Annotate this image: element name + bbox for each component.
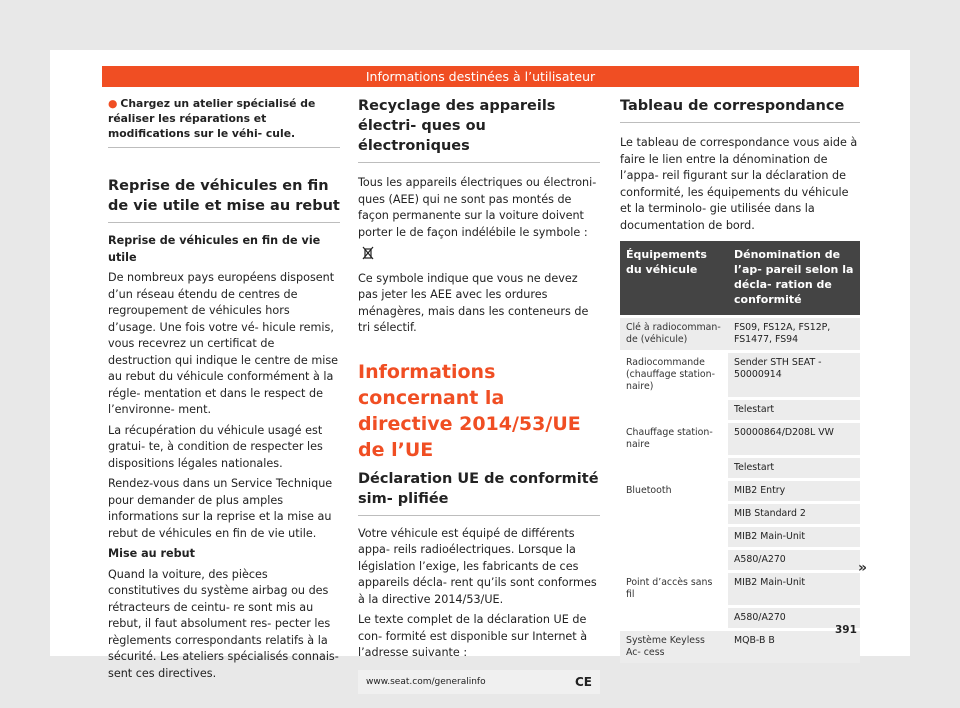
table-cell-equipment <box>620 504 728 524</box>
paragraph: Le texte complet de la déclaration UE de con- formité est disponible sur Internet à l’adresse suivante : <box>358 613 588 659</box>
table-cell-denomination: MIB2 Main-Unit <box>728 527 860 547</box>
paragraph: La récupération du véhicule usagé est gratui- te, à condition de respecter les dispositions légales nationales. <box>108 423 323 470</box>
table-cell-equipment: Clé à radiocomman- de (véhicule) <box>620 318 728 350</box>
table-cell-denomination: MIB2 Main-Unit <box>728 573 860 605</box>
table-row <box>620 458 860 478</box>
table-row <box>620 481 860 501</box>
table-cell-denomination: 50000864/D208L VW <box>728 423 860 455</box>
paragraph: Ce symbole indique que vous ne devez pas jeter les AEE avec les ordures ménagères, mais dans les conteneurs de tri sélectif. <box>358 271 589 334</box>
table-cell-equipment: Chauffage station- naire <box>620 423 728 455</box>
paragraph: Votre véhicule est équipé de différents appa- reils radioélectriques. Lorsque la législation l’exige, les fabricants de ces appareils décla- rent qu’ils sont conformes à la directive 2014/53/UE. <box>358 526 597 606</box>
warning-bullet <box>108 96 340 148</box>
table-cell-equipment: Bluetooth <box>620 481 728 501</box>
table-row <box>620 318 860 350</box>
table-row <box>620 608 860 628</box>
url-box <box>358 670 600 694</box>
table-row <box>620 550 860 570</box>
table-row <box>620 400 860 420</box>
ce-mark-icon: CE <box>574 674 592 689</box>
paragraph: Tous les appareils électriques ou électroni- ques (AEE) qui ne sont pas montés de façon permanente sur la voiture doivent porter le de façon indélébile le symbole : <box>358 176 597 239</box>
section-heading-recyclage: Recyclage des appareils électri- ques ou électroniques <box>358 96 600 163</box>
table-row <box>620 423 860 455</box>
table-cell-denomination: Sender STH SEAT - 50000914 <box>728 353 860 397</box>
table-row <box>620 573 860 605</box>
conformity-url[interactable]: www.seat.com/generalinfo <box>366 676 486 687</box>
paragraph: Quand la voiture, des pièces constitutives du système airbag ou des rétracteurs de ceintu- re sont mis au rebut, il faut absolument res- pecter les règlements correspondants relatifs à la sécurité. Les ateliers spécialisés connais- sent ces directives. <box>108 567 339 680</box>
page-number: 391 <box>835 624 857 636</box>
bullet-text: Chargez un atelier spécialisé de réaliser les réparations et modifications sur le véhi- cule. <box>108 97 316 140</box>
table-row <box>620 527 860 547</box>
table-row <box>620 631 860 663</box>
table-cell-equipment <box>620 608 728 628</box>
table-cell-equipment: Système Keyless Ac- cess <box>620 631 728 663</box>
table-cell-denomination: MIB2 Entry <box>728 481 860 501</box>
table-cell-denomination: FS09, FS12A, FS12P, FS1477, FS94 <box>728 318 860 350</box>
table-cell-equipment <box>620 527 728 547</box>
paragraph: De nombreux pays européens disposent d’un réseau étendu de centres de regroupement de véhicules hors d’usage. Une fois votre vé- hicule remis, vous recevrez un certificat de destruction qui indique le centre de mise au rebut du véhicule conformément à la régle- mentation et dans le respect de l’environne- ment. <box>108 271 339 416</box>
table-cell-equipment <box>620 400 728 420</box>
table-cell-equipment: Radiocommande (chauffage station- naire) <box>620 353 728 397</box>
paragraph: Rendez-vous dans un Service Technique pour demander de plus amples informations sur la reprise et la mise au rebut de véhicules en fin de vie utile. <box>108 477 333 540</box>
crossed-bin-icon <box>362 245 600 267</box>
table-cell-denomination: MIB Standard 2 <box>728 504 860 524</box>
table-header-row <box>620 241 860 315</box>
bullet-dot-icon: ● <box>108 97 118 110</box>
column-3 <box>620 96 860 666</box>
column-2 <box>358 96 600 694</box>
table-row <box>620 504 860 524</box>
subheading-reprise: Reprise de véhicules en fin de vie utile <box>108 234 321 264</box>
column-1 <box>108 96 340 686</box>
header-bar <box>102 66 859 87</box>
table-row <box>620 353 860 397</box>
paragraph: Le tableau de correspondance vous aide à faire le lien entre la dénomination de l’appa- reil figurant sur la déclaration de conformité, les équipements du véhicule et la terminolo- gie utilisée dans la documentation de bord. <box>620 136 858 232</box>
correspondence-table <box>620 238 860 666</box>
column-header: Équipements du véhicule <box>620 241 728 315</box>
header-title: Informations destinées à l’utilisateur <box>365 69 596 84</box>
table-cell-equipment <box>620 458 728 478</box>
table-cell-denomination: A580/A270 <box>728 608 860 628</box>
section-heading-reprise: Reprise de véhicules en fin de vie utile et mise au rebut <box>108 176 340 223</box>
table-cell-denomination: MQB-B B <box>728 631 860 663</box>
section-heading-declaration: Déclaration UE de conformité sim- plifiée <box>358 469 600 516</box>
column-header: Dénomination de l’ap- pareil selon la décla- ration de conformité <box>728 241 860 315</box>
subheading-mise-au-rebut: Mise au rebut <box>108 547 195 560</box>
table-cell-equipment: Point d’accès sans fil <box>620 573 728 605</box>
table-cell-denomination: A580/A270 <box>728 550 860 570</box>
continue-chevron-icon: » <box>858 560 868 576</box>
chapter-heading-directive: Informations concernant la directive 2014/53/UE de l’UE <box>358 360 581 461</box>
table-cell-denomination: Telestart <box>728 458 860 478</box>
table-cell-equipment <box>620 550 728 570</box>
table-cell-denomination: Telestart <box>728 400 860 420</box>
section-heading-tableau: Tableau de correspondance <box>620 96 860 123</box>
